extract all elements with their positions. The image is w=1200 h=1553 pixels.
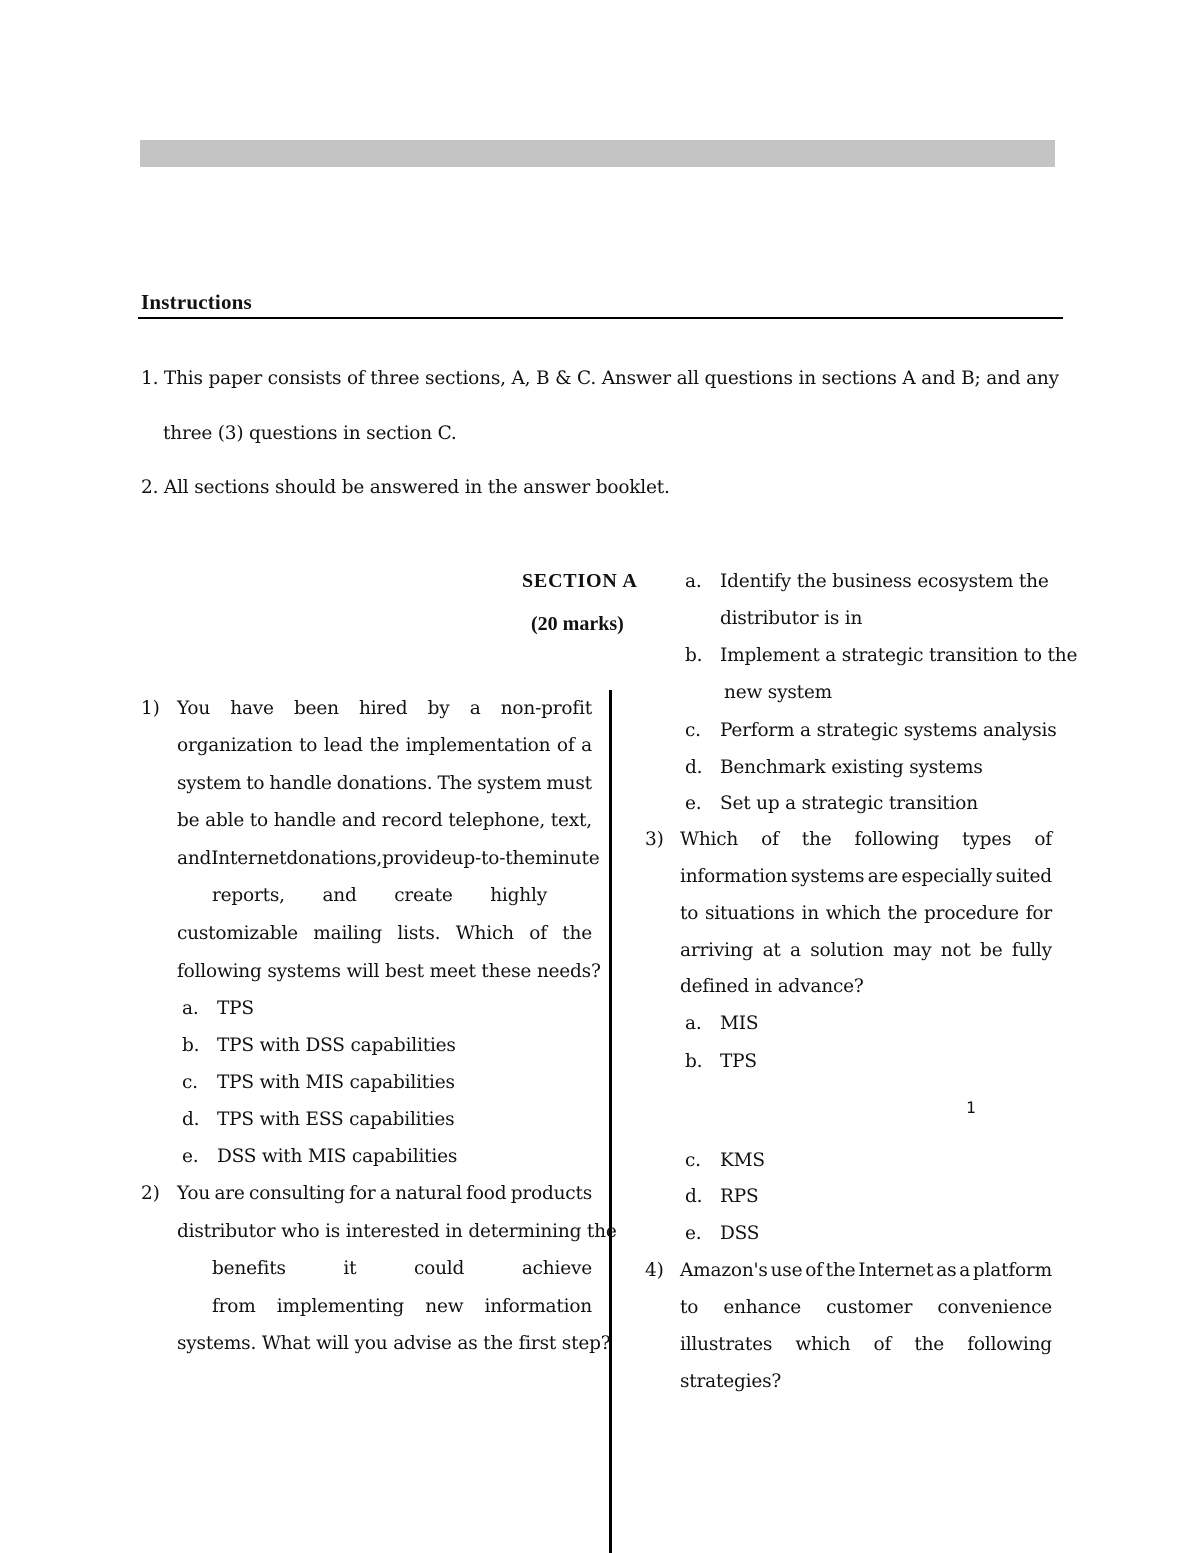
word: needs? (536, 961, 601, 982)
question-4-number: 4) (645, 1260, 664, 1281)
question-1-line (177, 848, 600, 870)
word: determining (468, 1221, 582, 1242)
word: advise (393, 1333, 452, 1354)
word: are (867, 866, 898, 887)
word: especially (901, 866, 993, 887)
word: implementing (276, 1296, 405, 1317)
word: systems (790, 866, 865, 887)
question-1-line (177, 773, 592, 795)
word: telephone, (448, 810, 546, 831)
question-3-line (680, 940, 1052, 962)
question-3-option-text: TPS (720, 1051, 757, 1072)
word: be (980, 940, 1003, 961)
word: be (177, 810, 200, 831)
word: of (873, 1334, 892, 1355)
word: food (466, 1183, 507, 1204)
word: suited (995, 866, 1052, 887)
word: Internet (211, 848, 287, 869)
instruction-2: 2. All sections should be answered in the answer booklet. (141, 477, 670, 498)
word: natural (395, 1183, 462, 1204)
word: customizable (177, 923, 298, 944)
question-2-option-letter: c. (685, 720, 701, 741)
question-4-line (680, 1334, 1052, 1356)
word: could (413, 1258, 465, 1279)
word: the (825, 1260, 856, 1281)
question-2-option-letter: b. (685, 645, 703, 666)
word: system (177, 773, 242, 794)
word: hired (358, 698, 408, 719)
question-4-line (680, 1371, 781, 1393)
question-2-option-text: Perform a strategic systems analysis (720, 720, 1057, 741)
word: system (477, 773, 542, 794)
word: donations. (336, 773, 433, 794)
word: The (437, 773, 473, 794)
question-1-line (177, 961, 601, 983)
word: handle (273, 810, 337, 831)
word: to (299, 735, 318, 756)
word: record (381, 810, 443, 831)
word: which (825, 903, 881, 924)
question-4-line (680, 1297, 1052, 1319)
question-3-line (680, 829, 1052, 851)
word: the (914, 1334, 945, 1355)
word: Internet (858, 1260, 934, 1281)
word: types (962, 829, 1012, 850)
word: interested (345, 1221, 440, 1242)
word: following (854, 829, 940, 850)
word: create (394, 885, 453, 906)
word: from (212, 1296, 256, 1317)
section-title: SECTION A (522, 570, 638, 592)
word: a (790, 940, 801, 961)
word: a (469, 698, 481, 719)
word: to (680, 903, 699, 924)
word: arriving (680, 940, 754, 961)
question-1-option-text: TPS (217, 998, 254, 1019)
word: platform (972, 1260, 1052, 1281)
word: will (346, 961, 380, 982)
word: the (586, 1221, 617, 1242)
word: as (457, 1333, 478, 1354)
word: fully (1011, 940, 1052, 961)
question-3-option-letter: b. (685, 1051, 703, 1072)
word: benefits (212, 1258, 286, 1279)
word: been (293, 698, 339, 719)
word: distributor (177, 1221, 276, 1242)
word: products (510, 1183, 592, 1204)
word: situations (705, 903, 795, 924)
word: a (581, 735, 592, 756)
word: which (795, 1334, 851, 1355)
word: at (762, 940, 781, 961)
word: these (481, 961, 532, 982)
question-1-line (177, 698, 592, 720)
word: in (801, 903, 819, 924)
question-1-option-letter: d. (182, 1109, 200, 1130)
word: implementation (405, 735, 551, 756)
question-3-option-letter: c. (685, 1150, 701, 1171)
word: defined (680, 976, 749, 997)
question-3-line (680, 866, 1052, 888)
word: You (177, 698, 211, 719)
page-number: 1 (966, 1098, 976, 1117)
word: a (379, 1183, 391, 1204)
question-2-option-text-cont: new system (724, 682, 832, 703)
question-2-option-text: Benchmark existing systems (720, 757, 983, 778)
word: first (518, 1333, 557, 1354)
question-2-line (212, 1296, 592, 1318)
word: reports, (212, 885, 285, 906)
question-2-option-letter: e. (685, 793, 702, 814)
word: meet (429, 961, 476, 982)
word: not (940, 940, 971, 961)
word: the (562, 923, 592, 944)
word: advance? (777, 976, 864, 997)
word: procedure (924, 903, 1019, 924)
question-2-line (177, 1221, 617, 1243)
question-1-line (177, 923, 592, 945)
word: solution (810, 940, 884, 961)
heading-underline (138, 317, 1063, 319)
word: enhance (723, 1297, 801, 1318)
question-1-line (177, 810, 592, 832)
question-1-option-text: DSS with MIS capabilities (217, 1146, 458, 1167)
question-3-option-text: DSS (720, 1223, 760, 1244)
question-2-line (212, 1258, 592, 1280)
question-3-line (680, 976, 864, 998)
word: achieve (521, 1258, 592, 1279)
question-3-option-text: RPS (720, 1186, 759, 1207)
question-3-option-letter: d. (685, 1186, 703, 1207)
question-2-line (177, 1333, 610, 1355)
question-2-option-text: Identify the business ecosystem the (720, 571, 1049, 592)
word: text, (550, 810, 592, 831)
word: best (385, 961, 424, 982)
word: What (261, 1333, 311, 1354)
header-bar (140, 140, 1055, 167)
word: systems. (177, 1333, 257, 1354)
word: handle (269, 773, 332, 794)
word: for (1025, 903, 1052, 924)
word: use (770, 1260, 803, 1281)
word: convenience (937, 1297, 1052, 1318)
word: to (246, 773, 265, 794)
word: and (341, 810, 376, 831)
word: mailing (313, 923, 382, 944)
word: information (484, 1296, 592, 1317)
instruction-1-line-2: three (3) questions in section C. (163, 423, 457, 444)
word: donations, (286, 848, 383, 869)
question-3-line (680, 903, 1052, 925)
word: the (369, 735, 400, 756)
word: and (322, 885, 357, 906)
word: able (205, 810, 245, 831)
question-1-option-letter: b. (182, 1035, 200, 1056)
question-1-option-letter: c. (182, 1072, 198, 1093)
word: and (177, 848, 212, 869)
question-2-line (177, 1183, 592, 1205)
word: have (230, 698, 274, 719)
question-2-option-letter: d. (685, 757, 703, 778)
word: the (483, 1333, 513, 1354)
question-1-option-letter: a. (182, 998, 199, 1019)
word: in (445, 1221, 463, 1242)
word: Amazon's (680, 1260, 768, 1281)
word: non-profit (500, 698, 592, 719)
word: customer (826, 1297, 913, 1318)
question-2-option-text: Implement a strategic transition to the (720, 645, 1078, 666)
question-3-number: 3) (645, 829, 664, 850)
word: is (325, 1221, 341, 1242)
word: Which (680, 829, 739, 850)
question-2-option-text-cont: distributor is in (720, 608, 863, 629)
word: of (761, 829, 779, 850)
word: for (349, 1183, 376, 1204)
word: may (892, 940, 932, 961)
question-3-option-text: KMS (720, 1150, 765, 1171)
question-3-option-letter: a. (685, 1013, 702, 1034)
word: it (343, 1258, 357, 1279)
word: organization (177, 735, 293, 756)
word: consulting (249, 1183, 345, 1204)
word: of (805, 1260, 823, 1281)
question-3-option-letter: e. (685, 1223, 702, 1244)
question-2-number: 2) (141, 1183, 160, 1204)
word: following (177, 961, 262, 982)
word: by (427, 698, 450, 719)
question-1-line (212, 885, 547, 907)
word: up-to-theminute (451, 848, 600, 869)
word: in (754, 976, 772, 997)
word: lists. (397, 923, 441, 944)
word: to (680, 1297, 699, 1318)
word: as (936, 1260, 957, 1281)
word: will (316, 1333, 349, 1354)
word: lead (323, 735, 363, 756)
question-2-option-text: Set up a strategic transition (720, 793, 978, 814)
word: who (281, 1221, 320, 1242)
word: you (354, 1333, 388, 1354)
question-1-option-text: TPS with ESS capabilities (217, 1109, 455, 1130)
section-marks: (20 marks) (531, 613, 624, 635)
word: are (214, 1183, 245, 1204)
word: You (177, 1183, 211, 1204)
word: information (680, 866, 788, 887)
word: the (887, 903, 918, 924)
word: illustrates (680, 1334, 773, 1355)
word: of (556, 735, 575, 756)
word: systems (267, 961, 341, 982)
question-1-option-text: TPS with DSS capabilities (217, 1035, 456, 1056)
word: the (801, 829, 832, 850)
word: provide (382, 848, 452, 869)
question-4-line (680, 1260, 1052, 1282)
question-1-option-text: TPS with MIS capabilities (217, 1072, 455, 1093)
word: Which (455, 923, 514, 944)
word: must (546, 773, 592, 794)
word: following (967, 1334, 1052, 1355)
word: to (249, 810, 268, 831)
word: strategies? (680, 1371, 782, 1392)
question-1-line (177, 735, 592, 757)
word: of (1034, 829, 1052, 850)
question-1-number: 1) (141, 698, 160, 719)
question-1-option-letter: e. (182, 1146, 199, 1167)
question-2-option-letter: a. (685, 571, 702, 592)
word: new (425, 1296, 464, 1317)
word: step? (561, 1333, 611, 1354)
question-3-option-text: MIS (720, 1013, 759, 1034)
word: of (529, 923, 547, 944)
instructions-heading: Instructions (141, 290, 252, 314)
word: highly (490, 885, 547, 906)
word: a (959, 1260, 971, 1281)
instruction-1-line-1: 1. This paper consists of three sections, A, B & C. Answer all questions in sections A and B; and any (141, 368, 1059, 389)
column-divider (609, 690, 612, 1553)
